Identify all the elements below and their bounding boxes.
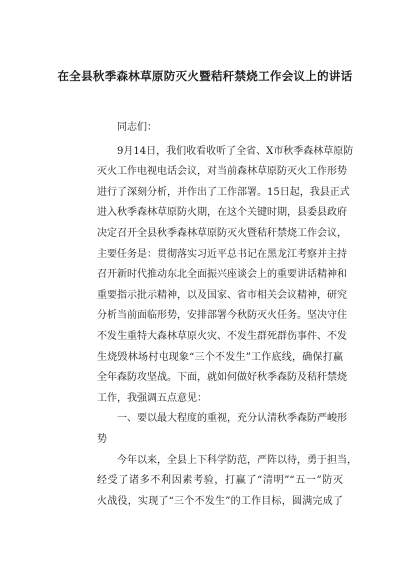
text-line: 一、要以最大程度的重视，充分认清秋季森防严峻形 bbox=[117, 413, 347, 425]
text-line: 召开新时代推动东北全面振兴座谈会上的重要讲话精神和 bbox=[97, 269, 347, 281]
text-line: 分析当前面临形势，安排部署今秋防灭火任务。坚决守住 bbox=[97, 310, 347, 322]
paragraph-2 bbox=[97, 451, 357, 513]
text-line: 生烧毁林场村屯现象“三个不发生”工作底线，确保打赢 bbox=[97, 351, 343, 363]
document-body bbox=[97, 118, 357, 512]
text-line: 灭火工作电视电话会议，对当前森林草原防灭火工作形势 bbox=[97, 166, 347, 178]
text-line: 经受了诸多不利因素考验，打赢了“清明”“五一”防灭 bbox=[97, 475, 343, 487]
paragraph-1 bbox=[97, 142, 354, 410]
text-line: 今年以来，全县上下科学防范，严阵以待，勇于担当， bbox=[117, 454, 357, 466]
document-title: 在全县秋季森林草原防灭火暨秸秆禁烧工作会议上的讲话 bbox=[57, 69, 353, 83]
text-line: 势 bbox=[97, 433, 107, 445]
section-heading-1 bbox=[97, 409, 347, 450]
text-line: 不发生重特大森林草原火灾、不发生群死群伤事件、不发 bbox=[97, 330, 347, 342]
text-line: 主要任务是：贯彻落实习近平总书记在黑龙江考察并主持 bbox=[97, 248, 347, 260]
salutation: 同志们： bbox=[117, 122, 157, 133]
text-line: 火战役，实现了“三个不发生”的工作目标，圆满完成了 bbox=[97, 495, 343, 507]
text-line: 工作，我强调五点意见： bbox=[97, 392, 207, 404]
text-line: 进行了深刻分析，并作出了工作部署。15日起，我县正式 bbox=[97, 186, 350, 198]
text-line: 进入秋季森林草原防火期，在这个关键时期，县委县政府 bbox=[97, 207, 347, 219]
text-line: 全年森防攻坚战。下面，就如何做好秋季森防及秸秆禁烧 bbox=[97, 372, 347, 384]
text-line: 9月14日，我们收看收听了全省、X市秋季森林草原防 bbox=[117, 145, 354, 157]
text-line: 重要指示批示精神，以及国家、省市相关会议精神，研究 bbox=[97, 289, 347, 301]
text-line: 决定召开全县秋季森林草原防灭火暨秸秆禁烧工作会议， bbox=[97, 227, 347, 239]
